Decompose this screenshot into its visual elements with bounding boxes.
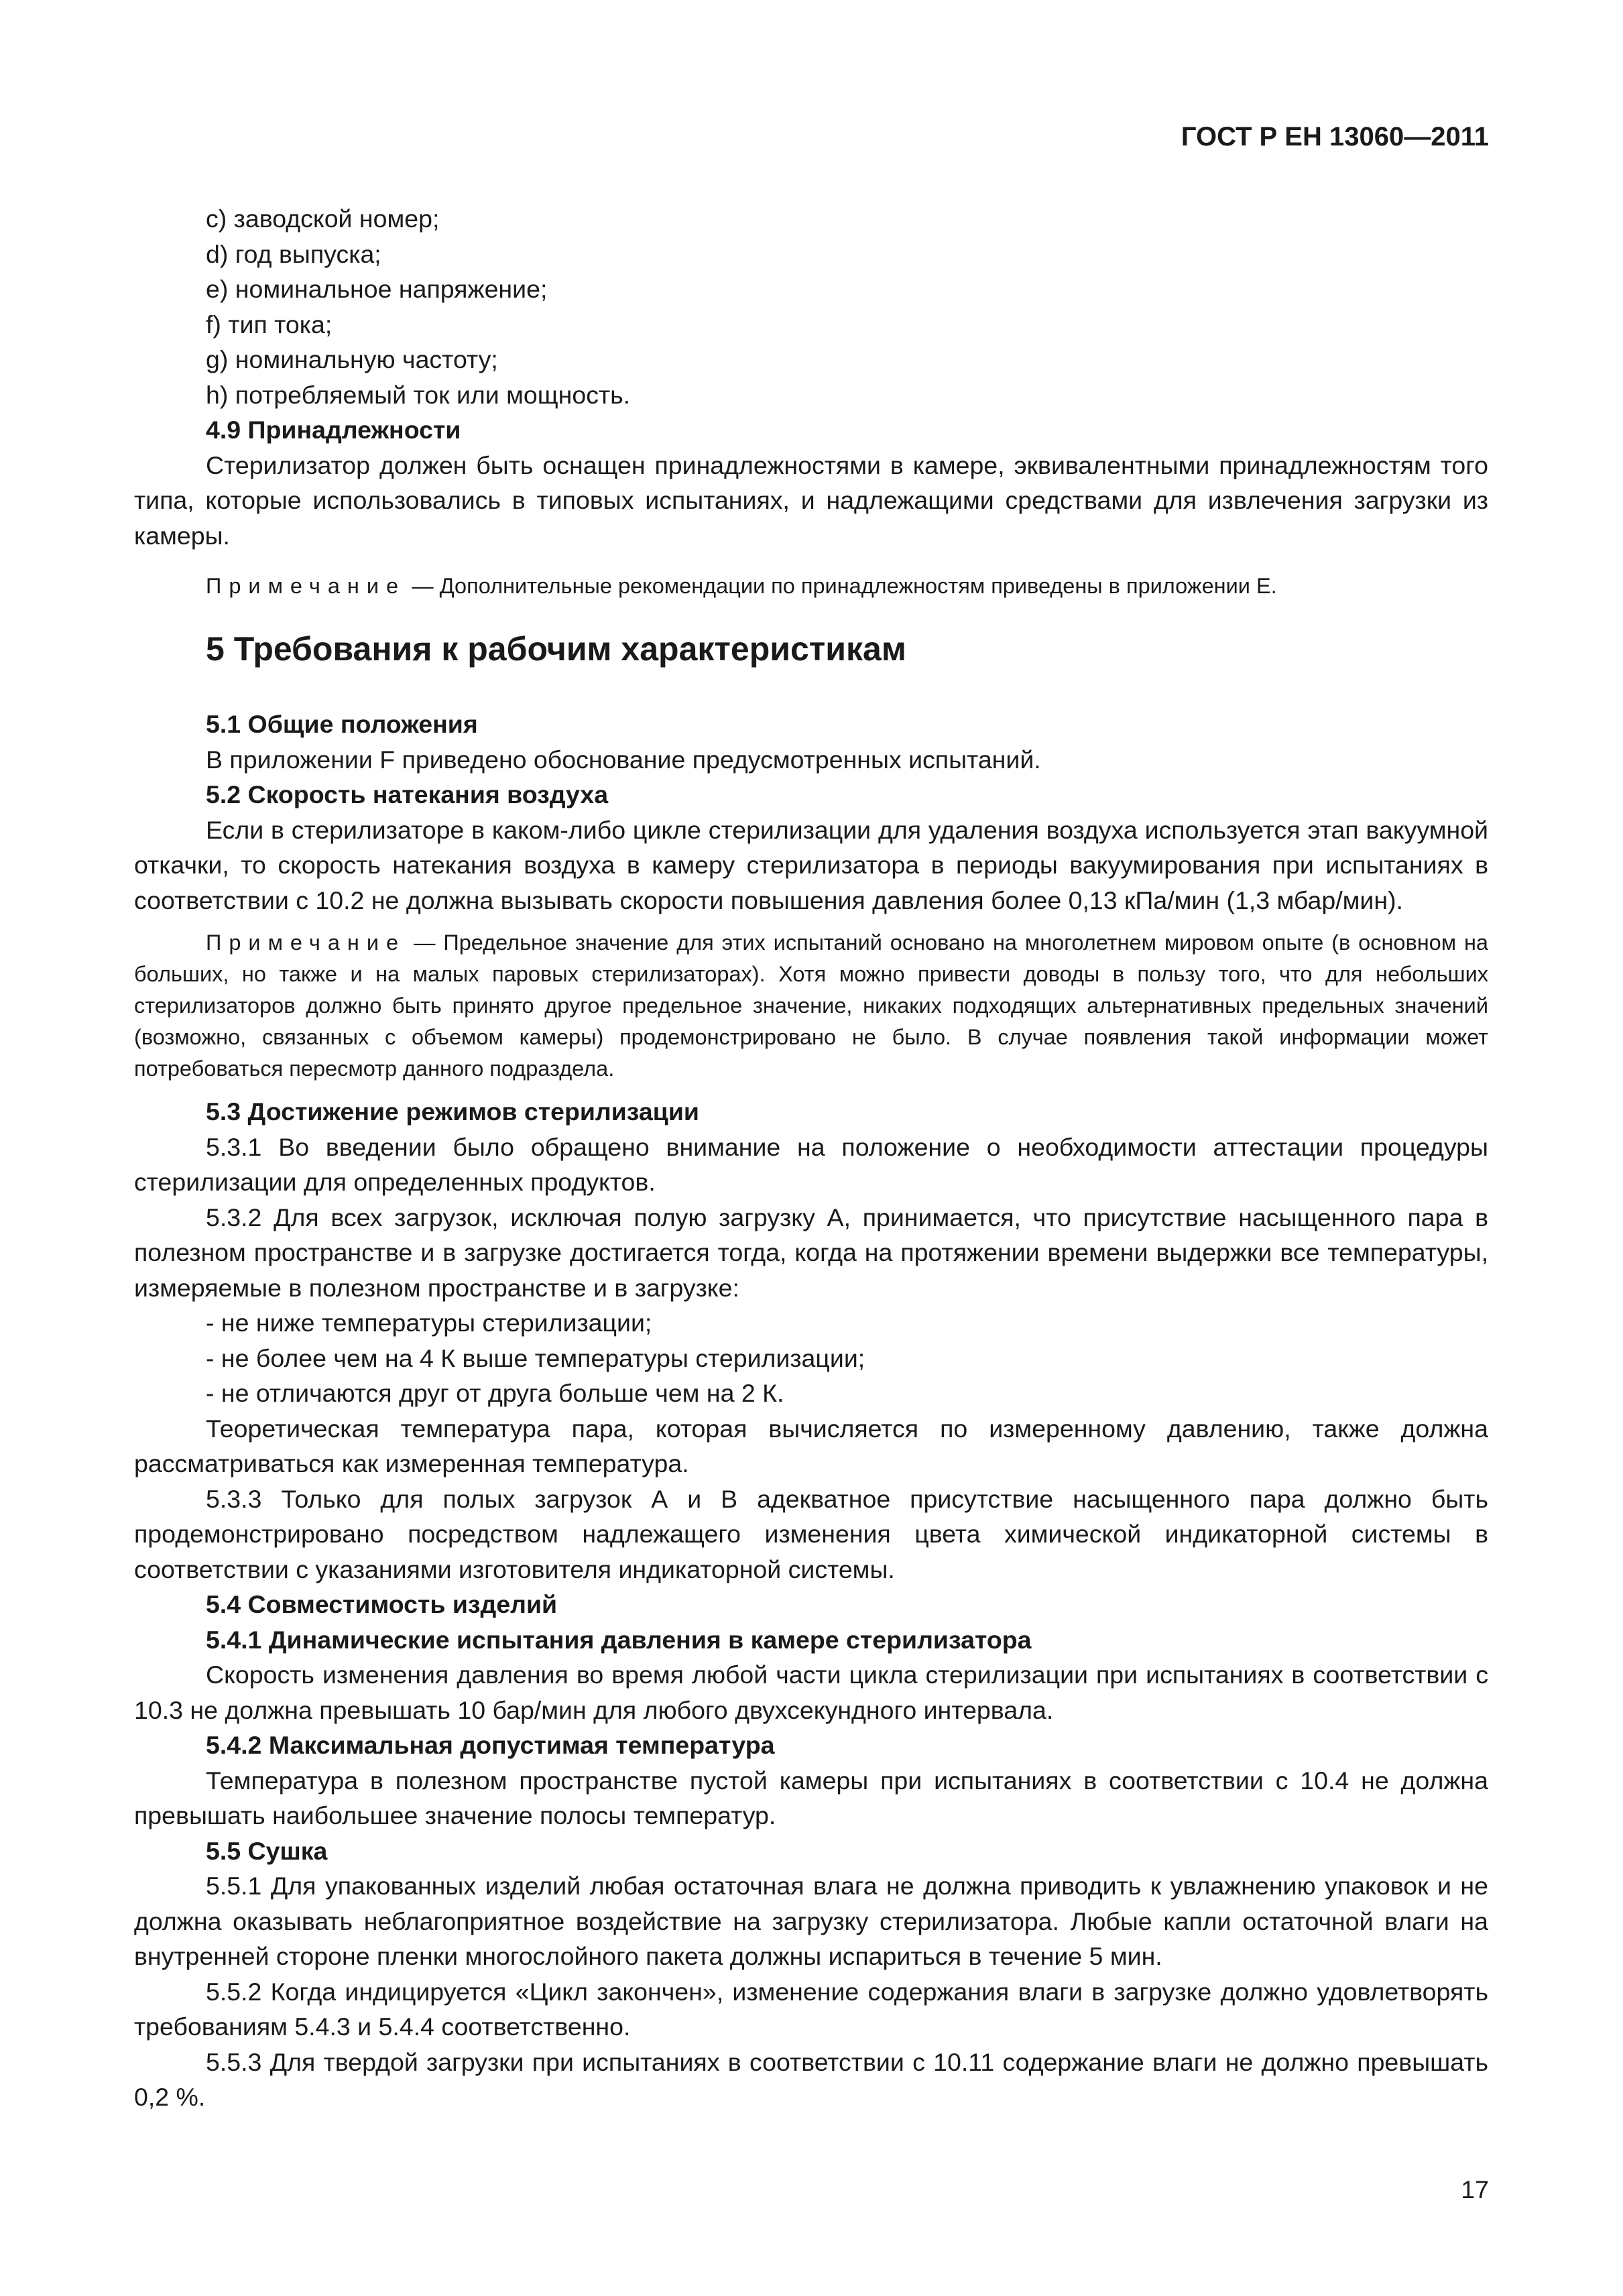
section-5-3-3-text: 5.3.3 Только для полых загрузок А и В адекватное присутствие насыщенного пара должно быть продемонстрировано посредством надлежащего изменения цвета химической индикаторной системы в соответствии с указаниями изготовителя индикаторной системы. — [134, 1484, 1488, 1583]
section-5-1-title: 5.1 Общие положения — [206, 710, 478, 738]
section-5-title: 5 Требования к рабочим характеристикам — [206, 630, 906, 668]
note-label: Примечание — [206, 574, 406, 598]
section-5-1-text: В приложении F приведено обоснование предусмотренных испытаний. — [206, 745, 1041, 774]
list-item-f: f) тип тока; — [206, 310, 333, 339]
section-5-5-title: 5.5 Сушка — [206, 1836, 328, 1865]
page-content — [134, 201, 1488, 2115]
section-5-4-2-title: 5.4.2 Максимальная допустимая температура — [206, 1731, 775, 1759]
section-4-9-note — [134, 570, 1488, 602]
note-text: — Дополнительные рекомендации по принадлежностям приведены в приложении Е. — [406, 574, 1277, 598]
list-item-c: c) заводской номер; — [206, 204, 440, 233]
section-5-5-2-text: 5.5.2 Когда индицируется «Цикл закончен», изменение содержания влаги в загрузке должно удовлетворять требованиям 5.4.3 и 5.4.4 соответственно. — [134, 1977, 1488, 2041]
note-text: — Предельное значение для этих испытаний основано на многолетнем мировом опыте (в основном на больших, но также и на малых паровых стерилизаторах). Хотя можно привести доводы в пользу того, что для небольших стерилизаторов должно быть принято другое предельное значение, никаких подходящих альтернативных предельных значений (возможно, связанных с объемом камеры) продемонстрировано не было. В случае появления такой информации может потребоваться пересмотр данного подраздела. — [134, 930, 1488, 1081]
list-item-d: d) год выпуска; — [206, 239, 381, 268]
section-5-2-text: Если в стерилизаторе в каком-либо цикле стерилизации для удаления воздуха используется этап вакуумной откачки, то скорость натекания воздуха в камеру стерилизатора в периоды вакуумирования при испытаниях в соответствии с 10.2 не должна вызывать скорости повышения давления более 0,13 кПа/мин (1,3 мбар/мин). — [134, 815, 1488, 914]
list-item-g: g) номинальную частоту; — [206, 345, 498, 373]
section-5-5-3-text: 5.5.3 Для твердой загрузки при испытаниях в соответствии с 10.11 содержание влаги не должно превышать 0,2 %. — [134, 2047, 1488, 2111]
page-number: 17 — [1461, 2175, 1489, 2203]
section-5-2-title: 5.2 Скорость натекания воздуха — [206, 780, 609, 808]
section-5-3-title: 5.3 Достижение режимов стерилизации — [206, 1097, 699, 1126]
section-5-4-1-text: Скорость изменения давления во время любой части цикла стерилизации при испытаниях в соответствии с 10.3 не должна превышать 10 бар/мин для любого двухсекундного интервала. — [134, 1660, 1488, 1724]
section-5-4-2-text: Температура в полезном пространстве пустой камеры при испытаниях в соответствии с 10.4 не должна превышать наибольшее значение полосы температур. — [134, 1766, 1488, 1829]
section-5-3-theory-text: Теоретическая температура пара, которая вычисляется по измеренному давлению, также должна рассматриваться как измеренная температура. — [134, 1414, 1488, 1477]
section-4-9-title: 4.9 Принадлежности — [206, 416, 461, 444]
section-5-4-1-title: 5.4.1 Динамические испытания давления в камере стерилизатора — [206, 1625, 1032, 1654]
list-item-e: e) номинальное напряжение; — [206, 275, 548, 303]
section-5-3-dash-2: - не более чем на 4 К выше температуры стерилизации; — [206, 1343, 865, 1372]
document-code-header: ГОСТ Р ЕН 13060—2011 — [1181, 122, 1489, 152]
section-5-3-2-text: 5.3.2 Для всех загрузок, исключая полую загрузку А, принимается, что присутствие насыщенного пара в полезном пространстве и в загрузке достигается тогда, когда на протяжении времени выдержки все температуры, измеряемые в полезном пространстве и в загрузке: — [134, 1203, 1488, 1302]
section-5-3-dash-3: - не отличаются друг от друга больше чем на 2 К. — [206, 1379, 784, 1407]
note-label: Примечание — [206, 930, 406, 955]
section-5-3-1-text: 5.3.1 Во введении было обращено внимание на положение о необходимости аттестации процедуры стерилизации для определенных продуктов. — [134, 1132, 1488, 1196]
section-5-5-1-text: 5.5.1 Для упакованных изделий любая остаточная влага не должна приводить к увлажнению упаковок и не должна оказывать неблагоприятное воздействие на загрузку стерилизатора. Любые капли остаточной влаги на внутренней стороне пленки многослойного пакета должны испариться в течение 5 мин. — [134, 1872, 1488, 1970]
section-5-2-note — [134, 927, 1488, 1085]
section-5-3-dash-1: - не ниже температуры стерилизации; — [206, 1309, 652, 1337]
section-5-4-title: 5.4 Совместимость изделий — [206, 1590, 558, 1618]
section-4-9-text: Стерилизатор должен быть оснащен принадлежностями в камере, эквивалентными принадлежностям того типа, которые использовались в типовых испытаниях, и надлежащими средствами для извлечения загрузки из камеры. — [134, 450, 1488, 550]
list-item-h: h) потребляемый ток или мощность. — [206, 380, 631, 409]
